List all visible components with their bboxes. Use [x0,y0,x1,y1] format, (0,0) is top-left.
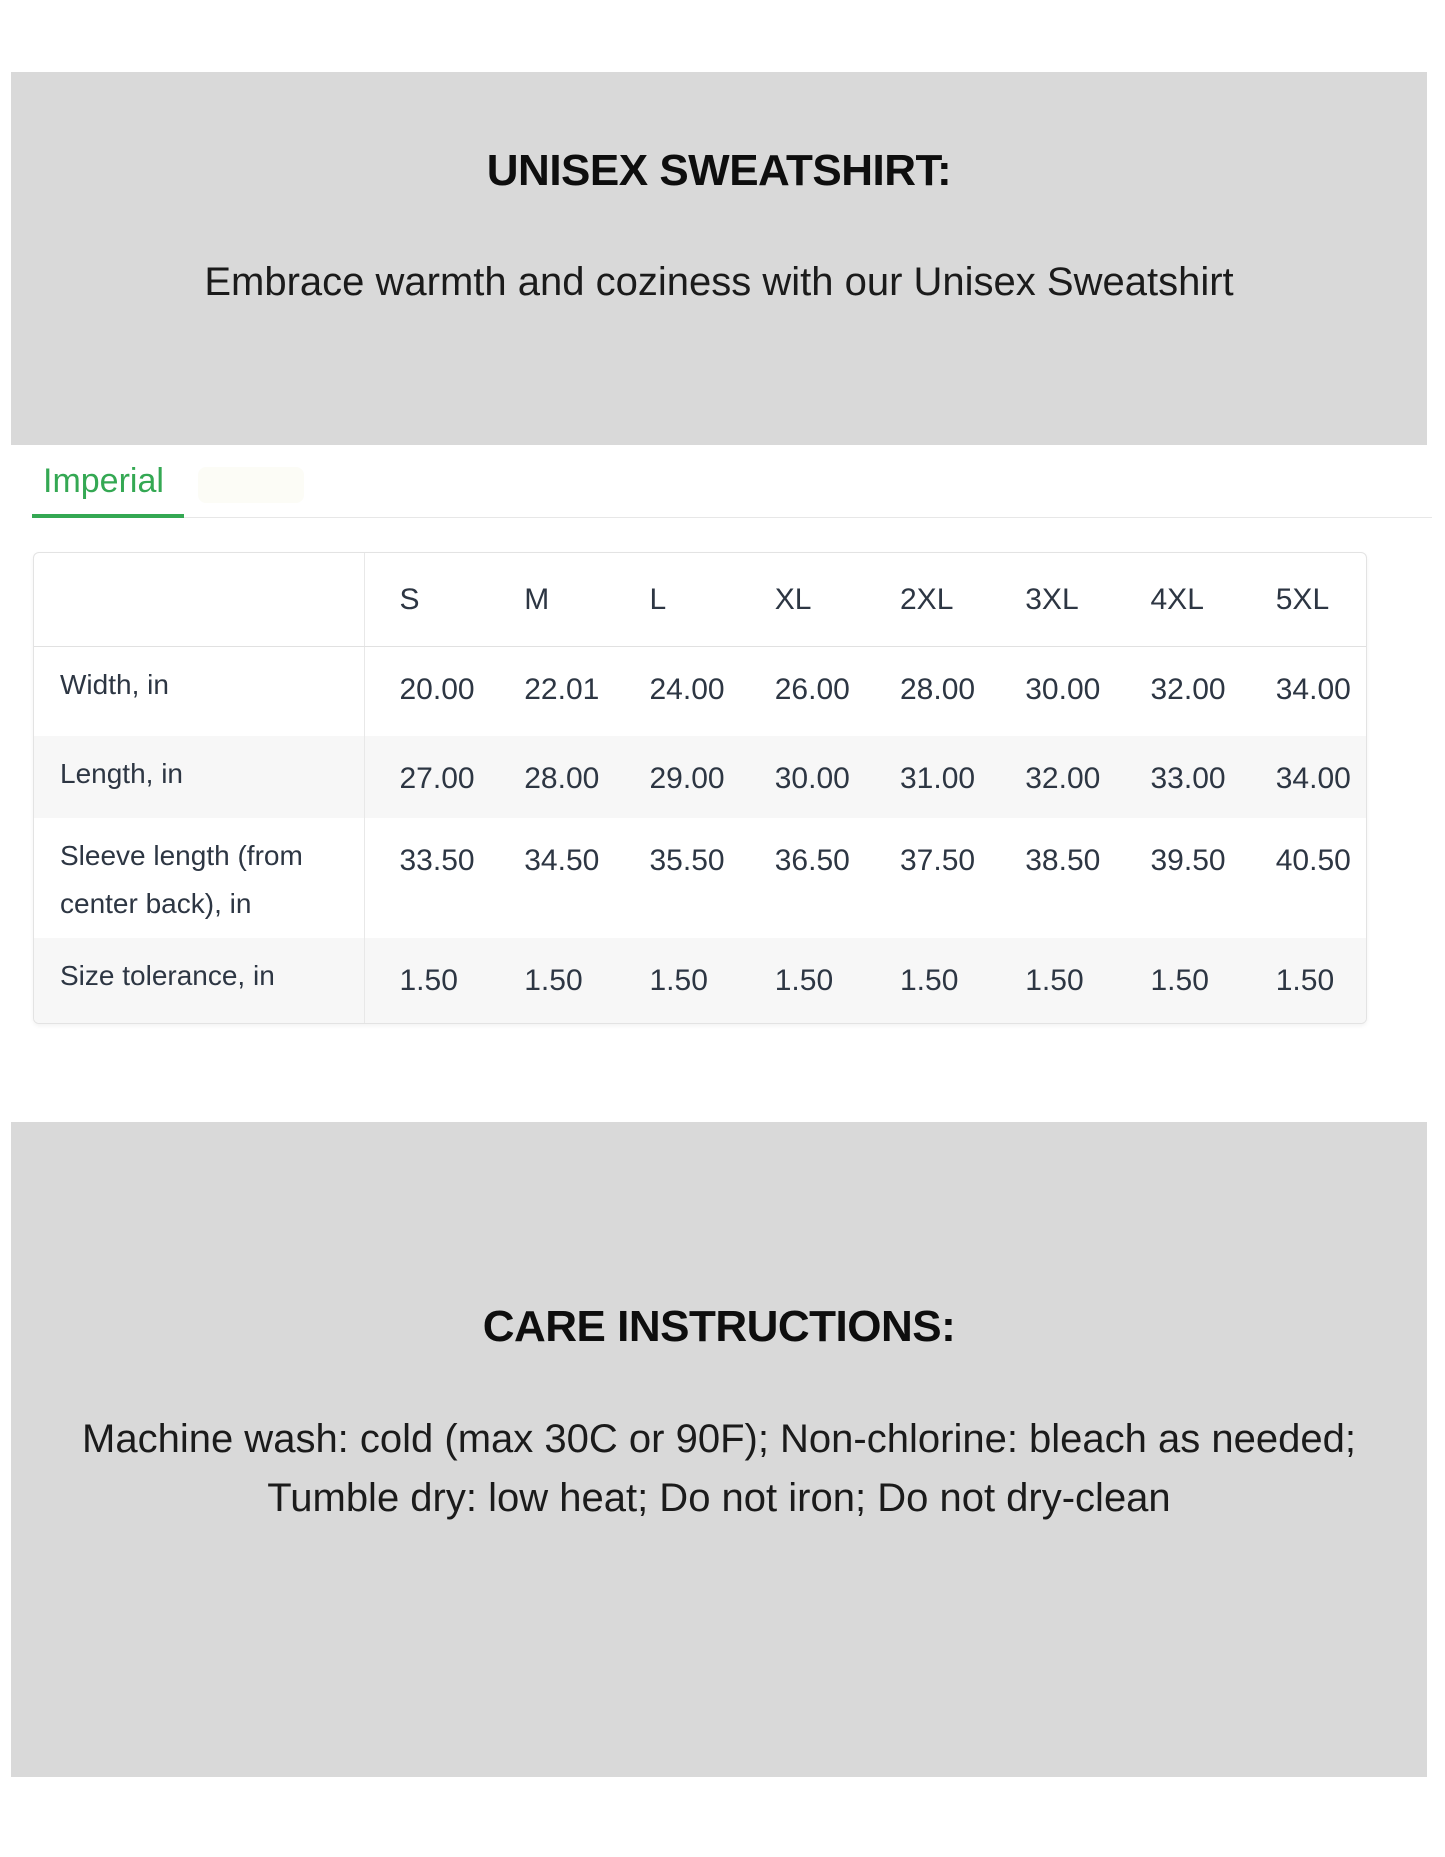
size-column-header: L [615,553,740,646]
table-cell: 40.50 [1275,844,1351,877]
table-row-width [34,646,1366,736]
care-instructions-title: CARE INSTRUCTIONS: [482,1302,956,1351]
size-table [33,552,1367,1024]
table-cell: 32.00 [1025,762,1101,795]
table-cell: 1.50 [524,964,583,997]
size-column-header: 3XL [990,553,1115,646]
table-cell: 26.00 [774,672,850,706]
care-instructions-panel [11,1122,1427,1777]
care-instructions-text: Machine wash: cold (max 30C or 90F); Non-chlorine: bleach as needed; Tumble dry: low heat; Do not iron; Do not dry-clean [82,1417,1356,1521]
table-cell: 1.50 [900,964,959,997]
table-cell: 29.00 [649,762,725,795]
table-cell: 33.50 [399,844,475,877]
table-cell: 27.00 [399,762,475,795]
table-row-sleeve-length [34,818,1366,938]
tab-imperial[interactable]: Imperial [32,460,184,518]
table-row-size-tolerance [34,938,1366,1023]
size-column-header: M [489,553,614,646]
table-cell: 30.00 [1025,672,1101,706]
row-label: Size tolerance, in [34,938,364,1023]
unit-tabs [32,460,1432,518]
table-cell: 37.50 [900,844,976,877]
table-cell: 36.50 [774,844,850,877]
table-cell: 1.50 [649,964,708,997]
table-cell: 24.00 [649,672,725,706]
row-label: Length, in [34,736,364,818]
row-label: Width, in [34,646,364,736]
table-cell: 39.50 [1150,844,1226,877]
table-cell: 22.01 [524,672,600,706]
size-column-header: 5XL [1241,553,1366,646]
table-cell: 34.00 [1275,762,1351,795]
table-cell: 20.00 [399,672,475,706]
table-row-length [34,736,1366,818]
table-cell: 35.50 [649,844,725,877]
table-cell: 1.50 [1275,964,1335,997]
table-cell: 33.00 [1150,762,1226,795]
size-table-header-row [34,553,1366,646]
size-column-header: 2XL [865,553,990,646]
row-label: Sleeve length (from center back), in [34,818,364,938]
size-column-header: 4XL [1116,553,1241,646]
page-subtitle: Embrace warmth and coziness with our Unisex Sweatshirt [204,260,1234,305]
size-column-header: S [364,553,489,646]
table-cell: 1.50 [399,964,458,997]
table-cell: 32.00 [1150,672,1226,706]
table-cell: 31.00 [900,762,976,795]
product-header-panel [11,72,1427,445]
hidden-tab-placeholder [198,467,304,503]
table-cell: 34.00 [1275,672,1351,706]
page-title: UNISEX SWEATSHIRT: [486,146,952,195]
table-cell: 28.00 [900,672,976,706]
table-cell: 34.50 [524,844,600,877]
table-cell: 30.00 [774,762,850,795]
table-cell: 1.50 [1150,964,1209,997]
size-column-header: XL [740,553,865,646]
table-cell: 1.50 [1025,964,1084,997]
table-cell: 28.00 [524,762,600,795]
size-table-corner-cell [34,553,364,646]
table-cell: 1.50 [774,964,834,997]
table-cell: 38.50 [1025,844,1101,877]
